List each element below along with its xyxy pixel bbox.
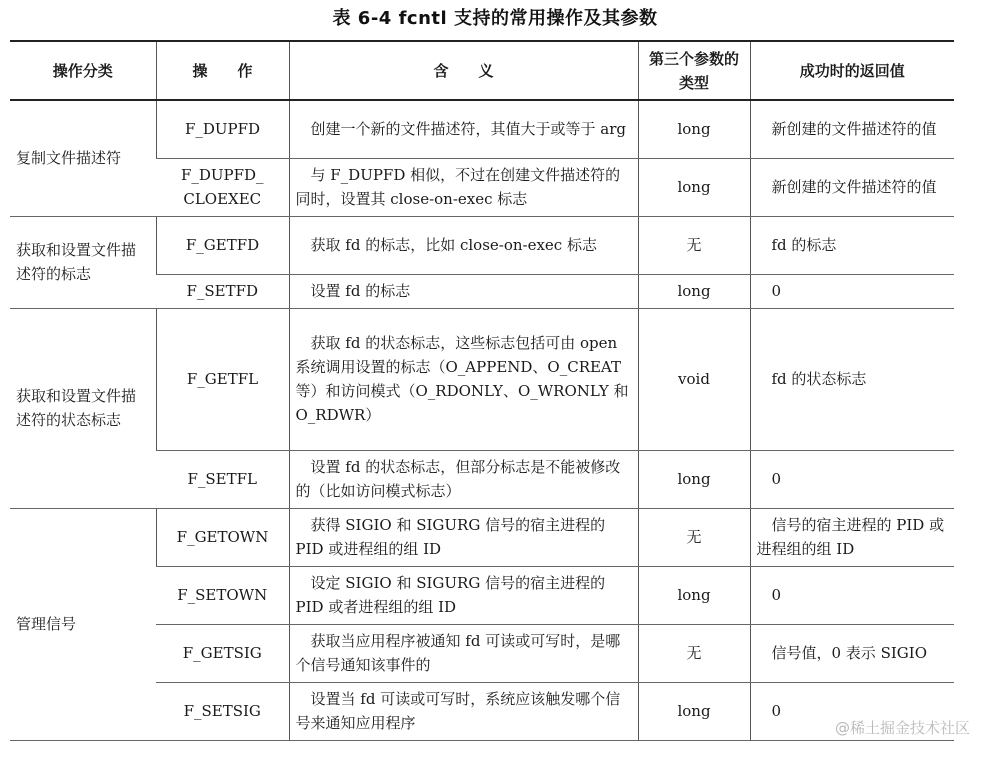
- fcntl-operations-table: [10, 40, 954, 741]
- category-cell: 管理信号: [10, 508, 156, 740]
- return-cell: 新创建的文件描述符的值: [750, 100, 954, 158]
- return-cell: 信号值，0 表示 SIGIO: [750, 624, 954, 682]
- meaning-cell: 与 F_DUPFD 相似，不过在创建文件描述符的同时，设置其 close-on-exec 标志: [289, 158, 638, 216]
- category-cell: 获取和设置文件描述符的标志: [10, 216, 156, 308]
- type-cell: void: [638, 308, 750, 450]
- meaning-cell: 设定 SIGIO 和 SIGURG 信号的宿主进程的 PID 或者进程组的组 ID: [289, 566, 638, 624]
- operation-cell: F_GETFL: [156, 308, 289, 450]
- header-third-arg-type: 第三个参数的类型: [638, 41, 750, 100]
- return-cell: fd 的状态标志: [750, 308, 954, 450]
- return-cell: 信号的宿主进程的 PID 或进程组的组 ID: [750, 508, 954, 566]
- type-cell: long: [638, 274, 750, 308]
- category-cell: 获取和设置文件描述符的状态标志: [10, 308, 156, 508]
- meaning-cell: 获取 fd 的状态标志，这些标志包括可由 open 系统调用设置的标志（O_APPEND、O_CREAT 等）和访问模式（O_RDONLY、O_WRONLY 和 O_RDWR）: [289, 308, 638, 450]
- return-cell: 0: [750, 450, 954, 508]
- header-meaning: 含 义: [289, 41, 638, 100]
- return-cell: 新创建的文件描述符的值: [750, 158, 954, 216]
- meaning-cell: 创建一个新的文件描述符，其值大于或等于 arg: [289, 100, 638, 158]
- type-cell: 无: [638, 216, 750, 274]
- site-watermark: @稀土掘金技术社区: [834, 719, 970, 737]
- table-row: [10, 216, 954, 274]
- operation-cell: F_GETSIG: [156, 624, 289, 682]
- header-row: [10, 41, 954, 100]
- operation-cell: F_SETSIG: [156, 682, 289, 740]
- operation-cell: F_DUPFD: [156, 100, 289, 158]
- return-cell: fd 的标志: [750, 216, 954, 274]
- table-row: [10, 508, 954, 566]
- meaning-cell: 设置 fd 的状态标志，但部分标志是不能被修改的（比如访问模式标志）: [289, 450, 638, 508]
- return-cell: 0: [750, 682, 954, 740]
- meaning-cell: 获取 fd 的标志，比如 close-on-exec 标志: [289, 216, 638, 274]
- return-cell: 0: [750, 274, 954, 308]
- table-caption: 表 6-4 fcntl 支持的常用操作及其参数: [332, 8, 658, 29]
- header-category: 操作分类: [10, 41, 156, 100]
- type-cell: 无: [638, 624, 750, 682]
- category-cell: 复制文件描述符: [10, 100, 156, 216]
- type-cell: long: [638, 158, 750, 216]
- meaning-cell: 获取当应用程序被通知 fd 可读或可写时，是哪个信号通知该事件的: [289, 624, 638, 682]
- meaning-cell: 设置 fd 的标志: [289, 274, 638, 308]
- type-cell: long: [638, 682, 750, 740]
- table-row: [10, 100, 954, 158]
- type-cell: long: [638, 100, 750, 158]
- meaning-cell: 获得 SIGIO 和 SIGURG 信号的宿主进程的 PID 或进程组的组 ID: [289, 508, 638, 566]
- table-row: [10, 308, 954, 450]
- operation-cell: F_GETFD: [156, 216, 289, 274]
- operation-cell: F_SETFD: [156, 274, 289, 308]
- meaning-cell: 设置当 fd 可读或可写时，系统应该触发哪个信号来通知应用程序: [289, 682, 638, 740]
- return-cell: 0: [750, 566, 954, 624]
- type-cell: 无: [638, 508, 750, 566]
- type-cell: long: [638, 566, 750, 624]
- operation-cell: F_SETFL: [156, 450, 289, 508]
- header-operation: 操 作: [156, 41, 289, 100]
- header-return-value: 成功时的返回值: [750, 41, 954, 100]
- operation-cell: F_GETOWN: [156, 508, 289, 566]
- operation-cell: F_DUPFD_ CLOEXEC: [156, 158, 289, 216]
- type-cell: long: [638, 450, 750, 508]
- operation-cell: F_SETOWN: [156, 566, 289, 624]
